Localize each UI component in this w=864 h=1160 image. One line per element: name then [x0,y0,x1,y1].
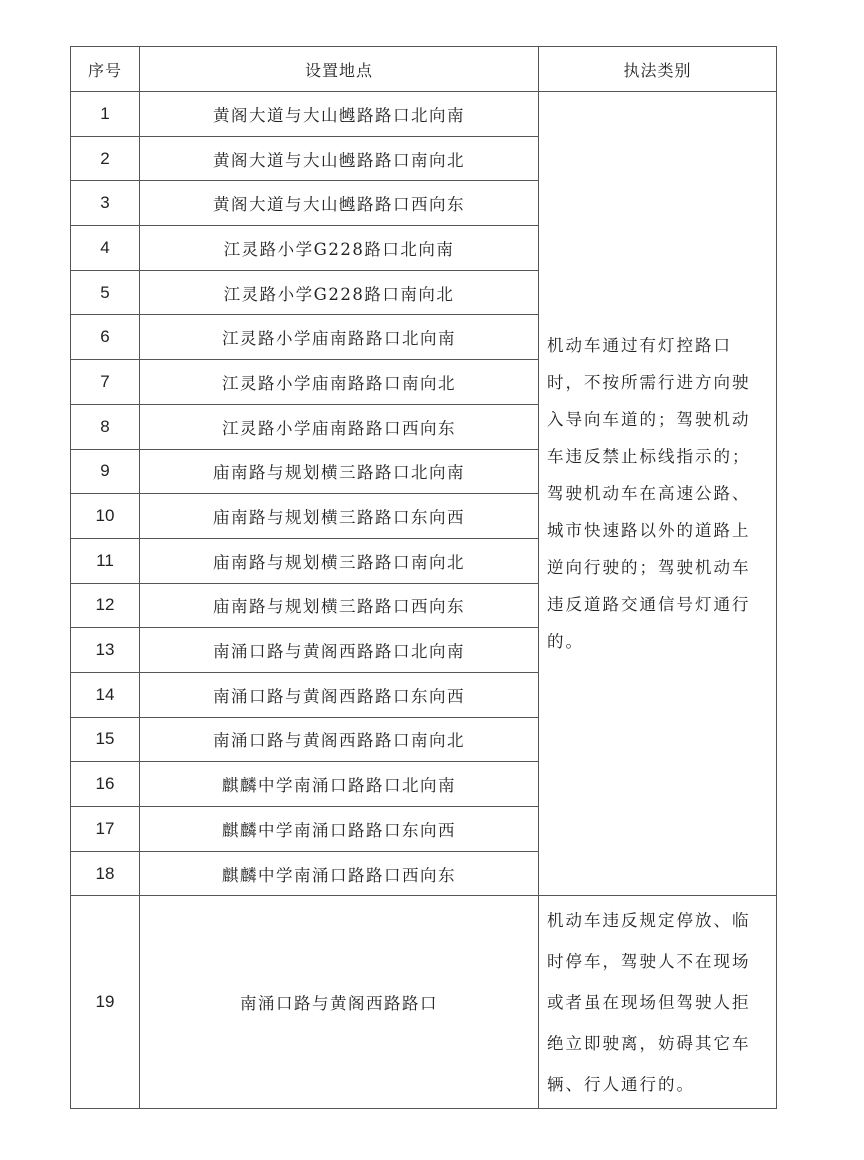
row-number: 3 [71,181,140,226]
row-location: 南涌口路与黄阁西路路口南向北 [140,717,539,762]
row-location: 江灵路小学庙南路路口西向东 [140,404,539,449]
row-location: 庙南路与规划横三路路口南向北 [140,538,539,583]
row-location: 江灵路小学G228路口北向南 [140,226,539,271]
row-number: 16 [71,762,140,807]
row-number: 8 [71,404,140,449]
row-location: 江灵路小学G228路口南向北 [140,270,539,315]
row-number: 6 [71,315,140,360]
row-number: 2 [71,136,140,181]
row-number: 17 [71,807,140,852]
row-location: 南涌口路与黄阁西路路口 [140,896,539,1109]
row-location: 黄阁大道与大山乸路路口西向东 [140,181,539,226]
category-illegal-parking: 机动车违反规定停放、临时停车，驾驶人不在现场或者虽在现场但驾驶人拒绝立即驶离，妨碍其它车辆、行人通行的。 [539,896,777,1109]
row-number: 11 [71,538,140,583]
row-location: 庙南路与规划横三路路口东向西 [140,494,539,539]
row-number: 18 [71,851,140,896]
row-number: 7 [71,360,140,405]
category-signal-violation: 机动车通过有灯控路口时，不按所需行进方向驶入导向车道的；驾驶机动车违反禁止标线指示的；驾驶机动车在高速公路、城市快速路以外的道路上逆向行驶的；驾驶机动车违反道路交通信号灯通行的。 [539,92,777,896]
row-number: 14 [71,672,140,717]
row-location: 黄阁大道与大山乸路路口南向北 [140,136,539,181]
row-number: 9 [71,449,140,494]
row-location: 麒麟中学南涌口路路口东向西 [140,807,539,852]
row-number: 19 [71,896,140,1109]
row-number: 15 [71,717,140,762]
table-header-row [71,47,777,92]
row-number: 12 [71,583,140,628]
row-number: 5 [71,270,140,315]
row-number: 10 [71,494,140,539]
enforcement-location-table [70,46,777,1109]
table-row [71,896,777,1109]
row-location: 麒麟中学南涌口路路口北向南 [140,762,539,807]
row-location: 庙南路与规划横三路路口北向南 [140,449,539,494]
row-number: 13 [71,628,140,673]
row-location: 黄阁大道与大山乸路路口北向南 [140,92,539,137]
header-index: 序号 [71,47,140,92]
row-number: 4 [71,226,140,271]
row-location: 江灵路小学庙南路路口南向北 [140,360,539,405]
row-location: 麒麟中学南涌口路路口西向东 [140,851,539,896]
row-number: 1 [71,92,140,137]
header-location: 设置地点 [140,47,539,92]
row-location: 庙南路与规划横三路路口西向东 [140,583,539,628]
row-location: 南涌口路与黄阁西路路口北向南 [140,628,539,673]
table-row [71,92,777,137]
header-category: 执法类别 [539,47,777,92]
row-location: 南涌口路与黄阁西路路口东向西 [140,672,539,717]
row-location: 江灵路小学庙南路路口北向南 [140,315,539,360]
